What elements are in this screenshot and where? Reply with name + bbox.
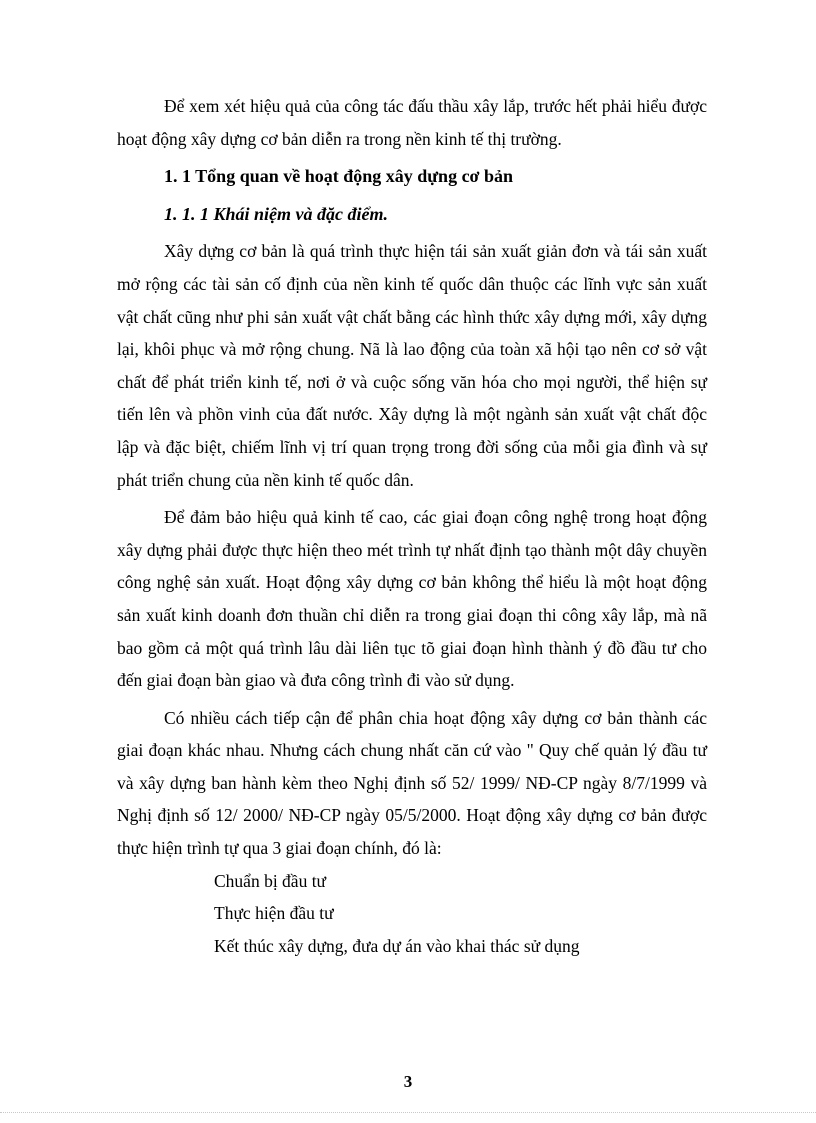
list-item: Kết thúc xây dựng, đưa dự án vào khai thác sử dụng [214,935,580,956]
footer-divider [0,1112,816,1113]
stage-list [117,865,707,963]
paragraph-stages: Có nhiều cách tiếp cận để phân chia hoạt động xây dựng cơ bản thành các giai đoạn khác nhau. Nhưng cách chung nhất căn cứ vào " Quy chế quản lý đầu tư và xây dựng ban hành kèm theo Nghị định số 52/ 1999/ NĐ-CP ngày 8/7/1999 và Nghị định số 12/ 2000/ NĐ-CP ngày 05/5/2000. Hoạt động xây dựng cơ bản được thực hiện trình tự qua 3 giai đoạn chính, đó là: [117,707,707,859]
paragraph-definition: Xây dựng cơ bản là quá trình thực hiện tái sản xuất giản đơn và tái sản xuất mở rộng các tài sản cố định của nền kinh tế quốc dân thuộc các lĩnh vực sản xuất vật chất cũng như phi sản xuất vật chất bằng các hình thức xây dựng mới, xây dựng lại, khôi phục và mở rộng chung. Nã là lao động của toàn xã hội tạo nên cơ sở vật chất để phát triển kinh tế, nơi ở và cuộc sống văn hóa cho mọi người, thể hiện sự tiến lên và phồn vinh của đất nước. Xây dựng là một ngành sản xuất vật chất độc lập và đặc biệt, chiếm lĩnh vị trí quan trọng trong đời sống của mỗi gia đình và sự phát triển chung của nền kinh tế quốc dân. [117,241,707,490]
intro-paragraph: Để xem xét hiệu quả của công tác đấu thầu xây lắp, trước hết phải hiểu được hoạt động xây dựng cơ bản diễn ra trong nền kinh tế thị trường. [117,96,707,149]
list-item: Chuẩn bị đầu tư [214,870,327,891]
section-heading: 1. 1 Tổng quan về hoạt động xây dựng cơ bản [164,166,514,187]
subsection-heading: 1. 1. 1 Khái niệm và đặc điểm. [164,203,388,224]
body-text [117,90,707,962]
page-number: 3 [403,1072,413,1091]
list-item: Thực hiện đầu tư [214,903,334,924]
paragraph-efficiency: Để đảm bảo hiệu quả kinh tế cao, các giai đoạn công nghệ trong hoạt động xây dựng phải được thực hiện theo mét trình tự nhất định tạo thành một dây chuyền công nghệ sản xuất. Hoạt động xây dựng cơ bản không thể hiểu là một hoạt động sản xuất kinh doanh đơn thuần chỉ diễn ra trong giai đoạn thi công xây lắp, mà nã bao gồm cả một quá trình lâu dài liên tục tõ giai đoạn hình thành ý đồ đầu tư cho đến giai đoạn bàn giao và đưa công trình đi vào sử dụng. [117,507,707,691]
